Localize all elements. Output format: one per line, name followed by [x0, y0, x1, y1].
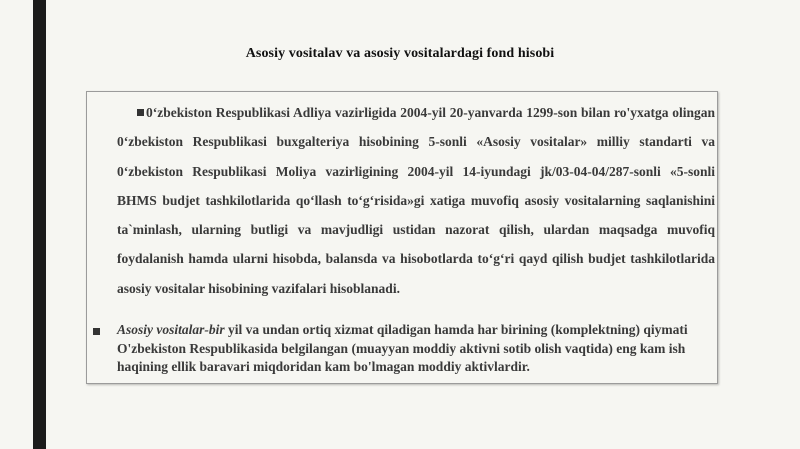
paragraph-2-text: yil va undan ortiq xizmat qiladigan hamda har birining (komplektning) qiymati O'zbekiston Respublikasida belgilangan (muayyan moddiy aktivni sotib olish vaqtida) eng kam ish haqining ellik baravari miqdoridan kam bo'lmagan moddiy aktivlardir.: [117, 322, 688, 374]
paragraph-1: [117, 98, 715, 303]
paragraph-2-term: Asosiy vositalar-bir: [117, 322, 225, 337]
slide-title: Asosiy vositalav va asosiy vositalardagi fond hisobi: [245, 46, 555, 61]
square-bullet-icon: [137, 109, 144, 116]
square-bullet-icon: [93, 328, 100, 335]
left-accent-bar: [33, 0, 46, 449]
paragraph-1-text: 0‘zbekiston Respublikasi Adliya vazirligida 2004-yil 20-yanvarda 1299-son bilan ro'yxatga olingan 0‘zbekiston Respublikasi buxgalteriya hisobining 5-sonli «Asosiy vositalar» milliy standarti va 0‘zbekiston Respublikasi Moliya vazirligining 2004-yil 14-iyundagi jk/03-04-04/287-sonli «5-sonli BHMS budjet tashkilotlarida qo‘llash to‘g‘risida»gi xatiga muvofiq asosiy vositalarning saqlanishini ta`minlash, ularning butligi va mavjudligi ustidan nazorat qilish, ulardan maqsadga muvofiq foydalanish hamda ularni hisobda, balansda va hisobotlarda to‘g‘ri qayd qilish budjet tashkilotlarida asosiy vositalar hisobining vazifalari hisoblanadi.: [117, 105, 715, 296]
paragraph-2: [117, 321, 717, 377]
